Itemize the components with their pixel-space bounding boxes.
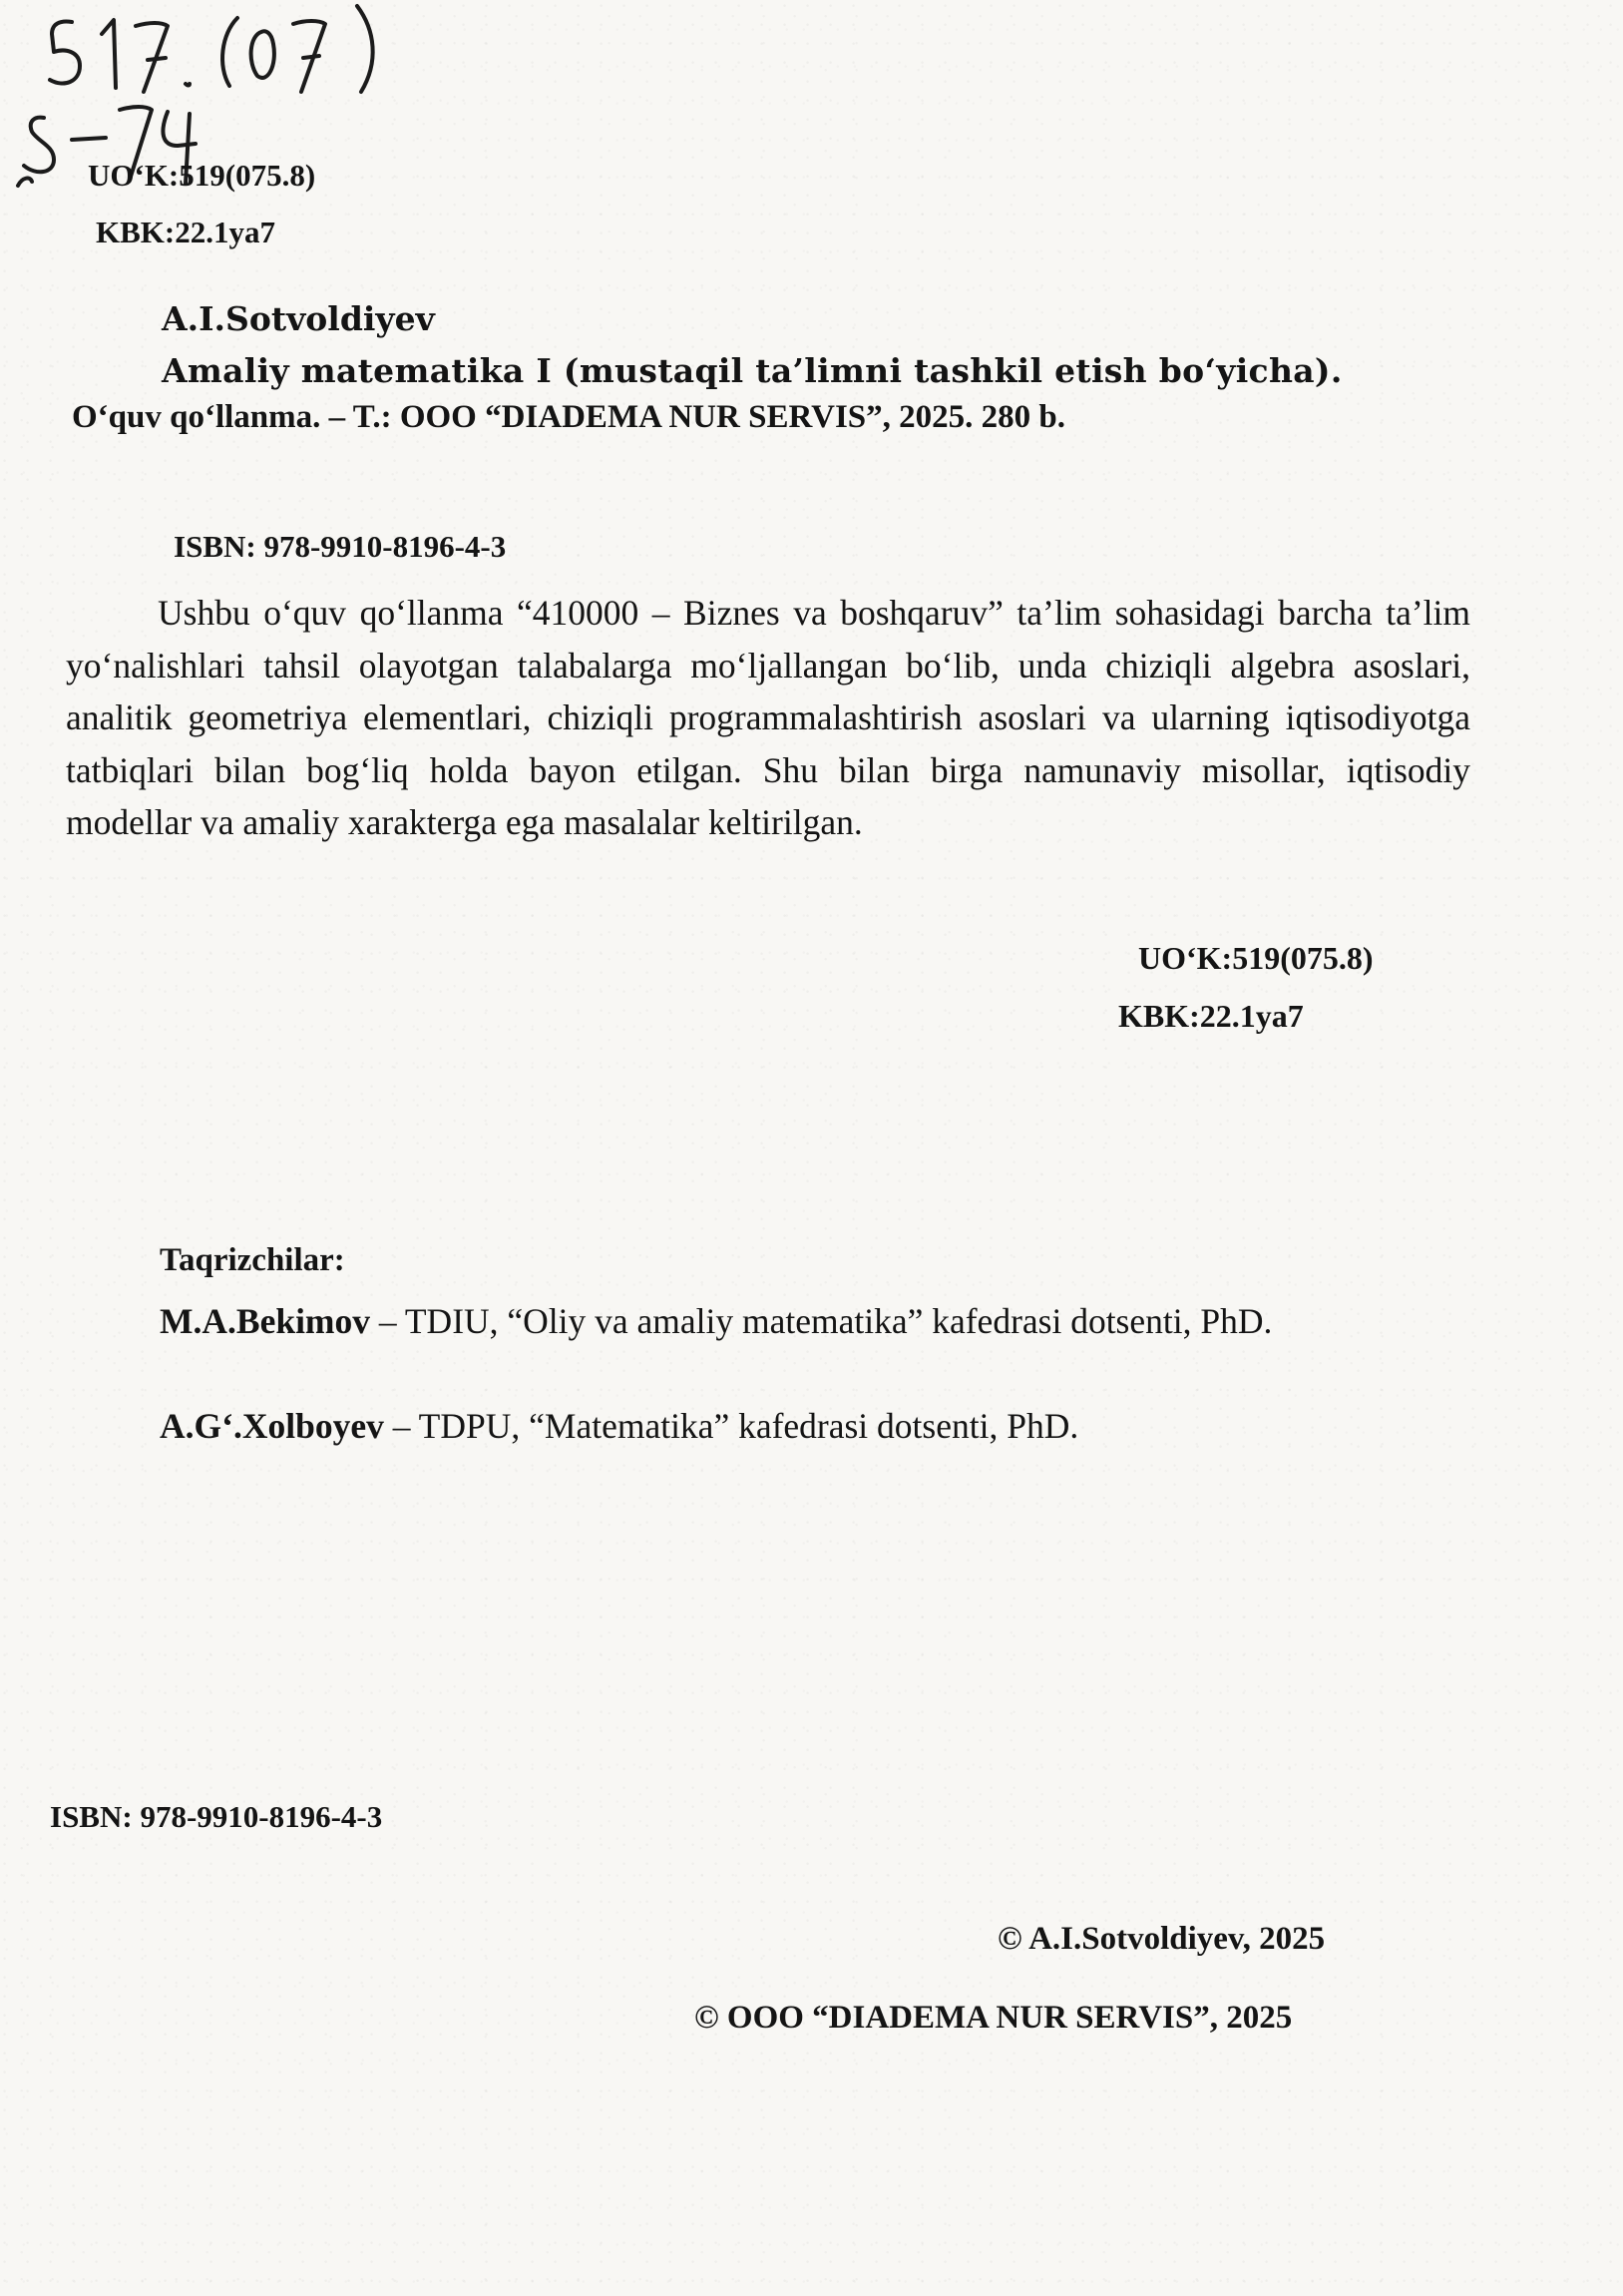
copyright-author: © A.I.Sotvoldiyev, 2025: [998, 1921, 1326, 1957]
abstract-paragraph: Ushbu o‘quv qo‘llanma “410000 – Biznes va boshqaruv” ta’lim sohasidagi barcha ta’lim yo‘nalishlari tahsil olayotgan talabalarga mo‘ljallangan bo‘lib, unda chiziqli algebra asoslari, analitik geometriya elementlari, chiziqli programmalashtirish asoslari va ularning iqtisodiyotga tatbiqlari bilan bog‘liq holda bayon etilgan. Shu bilan birga namunaviy misollar, iqtisodiy modellar va amaliy xarakterga ega masalalar keltirilgan.: [66, 593, 1470, 842]
publication-details: O‘quv qo‘llanma. – T.: OOO “DIADEMA NUR SERVIS”, 2025. 280 b.: [72, 399, 1066, 435]
copyright-publisher: © OOO “DIADEMA NUR SERVIS”, 2025: [694, 2000, 1293, 2036]
udk-code-top: UO‘K:519(075.8): [88, 158, 316, 193]
reviewer-entry: [160, 1405, 1078, 1447]
isbn-bottom: ISBN: 978-9910-8196-4-3: [50, 1799, 383, 1834]
reviewer-description: – TDPU, “Matematika” kafedrasi dotsenti, PhD.: [383, 1406, 1079, 1446]
reviewer-name: A.G‘.Xolboyev: [160, 1406, 384, 1446]
book-title: Amaliy matematika I (mustaqil ta’limni tashkil etish bo‘yicha).: [162, 351, 1343, 390]
isbn-mid: ISBN: 978-9910-8196-4-3: [174, 529, 507, 564]
udk-code-right: UO‘K:519(075.8): [1138, 940, 1374, 976]
reviewers-heading: Taqrizchilar:: [160, 1242, 345, 1278]
reviewer-name: M.A.Bekimov: [160, 1301, 371, 1341]
author-name: A.I.Sotvoldiyev: [162, 299, 435, 338]
kbk-code-top: KBK:22.1ya7: [96, 215, 275, 249]
reviewer-description: – TDIU, “Oliy va amaliy matematika” kafedrasi dotsenti, PhD.: [370, 1301, 1273, 1341]
kbk-code-right: KBK:22.1ya7: [1118, 998, 1304, 1034]
reviewer-entry: [66, 1295, 1470, 1347]
